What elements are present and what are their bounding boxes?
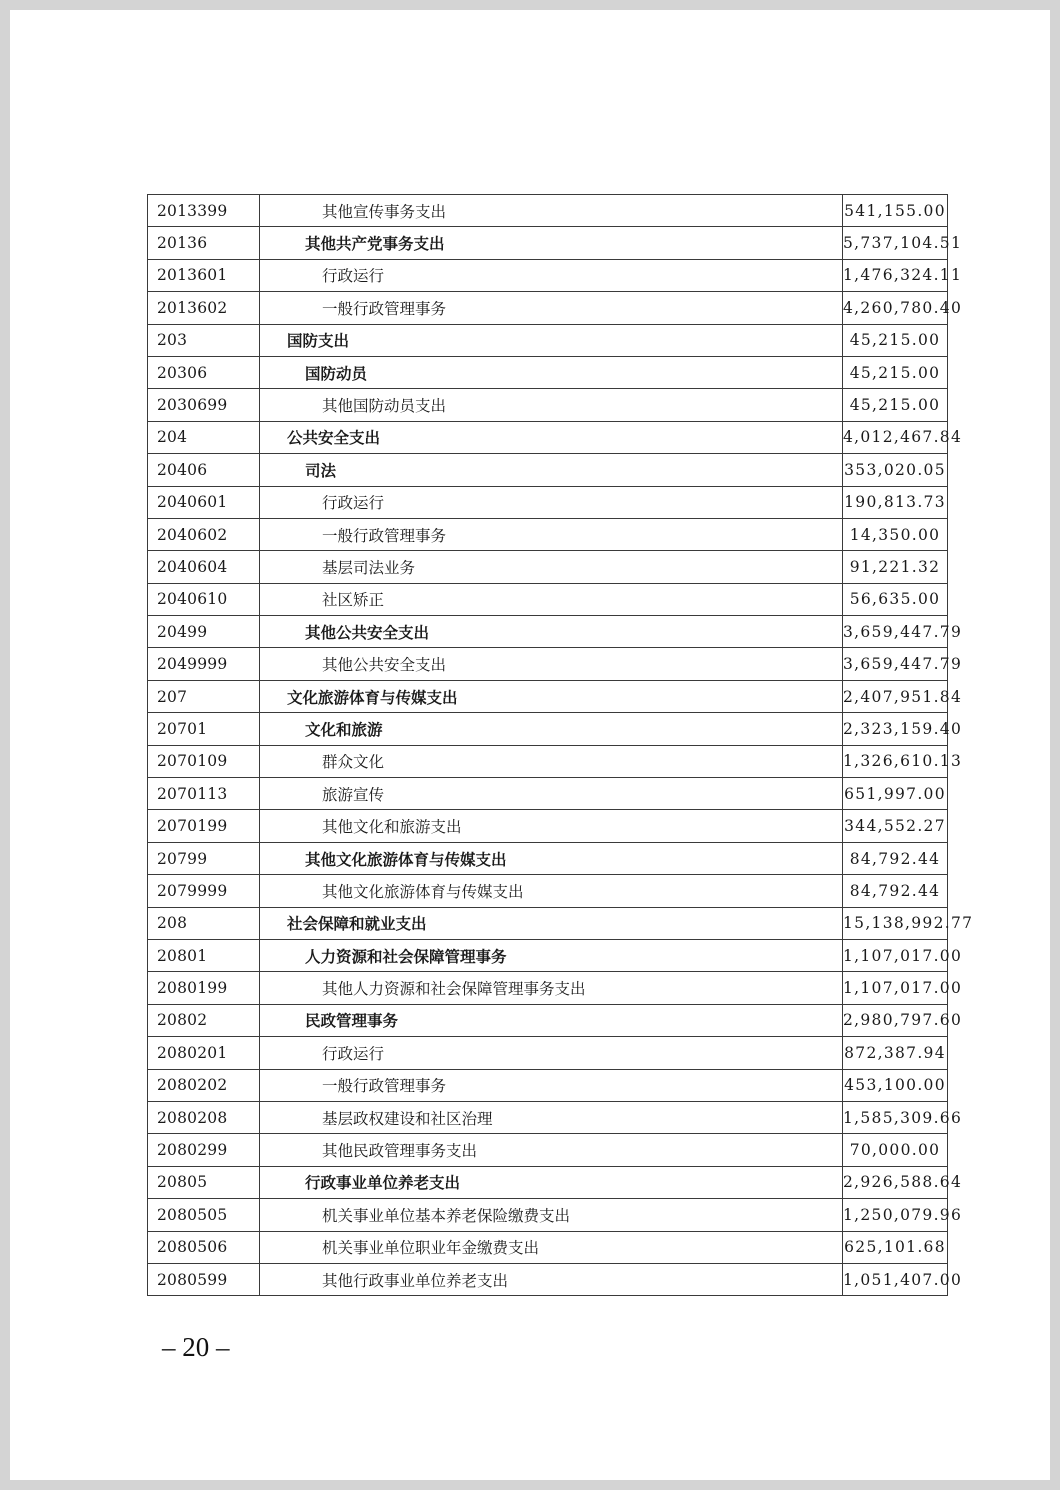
table-row bbox=[148, 648, 948, 680]
page-number: – 20 – bbox=[162, 1332, 230, 1362]
row-name: 一般行政管理事务 bbox=[260, 518, 843, 550]
row-code: 20802 bbox=[148, 1004, 260, 1036]
row-name: 其他公共安全支出 bbox=[260, 616, 843, 648]
row-name: 其他宣传事务支出 bbox=[260, 195, 843, 227]
row-name: 基层司法业务 bbox=[260, 551, 843, 583]
table-row bbox=[148, 939, 948, 971]
row-amount: 2,323,159.40 bbox=[843, 713, 948, 745]
row-amount: 651,997.00 bbox=[843, 778, 948, 810]
row-code: 204 bbox=[148, 421, 260, 453]
row-code: 2080299 bbox=[148, 1134, 260, 1166]
row-code: 2070113 bbox=[148, 778, 260, 810]
row-name: 其他行政事业单位养老支出 bbox=[260, 1263, 843, 1295]
table-row bbox=[148, 778, 948, 810]
row-name: 行政运行 bbox=[260, 486, 843, 518]
row-code: 2080506 bbox=[148, 1231, 260, 1263]
row-code: 2040604 bbox=[148, 551, 260, 583]
table-row bbox=[148, 875, 948, 907]
row-code: 2080199 bbox=[148, 972, 260, 1004]
table-row bbox=[148, 486, 948, 518]
row-amount: 353,020.05 bbox=[843, 454, 948, 486]
row-code: 2080505 bbox=[148, 1199, 260, 1231]
row-name: 群众文化 bbox=[260, 745, 843, 777]
row-name: 司法 bbox=[260, 454, 843, 486]
row-amount: 625,101.68 bbox=[843, 1231, 948, 1263]
row-code: 20136 bbox=[148, 227, 260, 259]
table-row bbox=[148, 292, 948, 324]
row-code: 208 bbox=[148, 907, 260, 939]
row-amount: 2,926,588.64 bbox=[843, 1166, 948, 1198]
row-amount: 1,250,079.96 bbox=[843, 1199, 948, 1231]
row-name: 国防动员 bbox=[260, 356, 843, 388]
row-amount: 2,980,797.60 bbox=[843, 1004, 948, 1036]
row-code: 2013399 bbox=[148, 195, 260, 227]
expenditure-table-body bbox=[148, 195, 974, 1296]
row-name: 一般行政管理事务 bbox=[260, 1069, 843, 1101]
row-amount: 3,659,447.79 bbox=[843, 648, 948, 680]
table-row bbox=[148, 907, 948, 939]
table-row bbox=[148, 195, 948, 227]
table-row bbox=[148, 1069, 948, 1101]
row-code: 2080202 bbox=[148, 1069, 260, 1101]
row-amount: 15,138,992.77 bbox=[843, 907, 948, 939]
table-row bbox=[148, 227, 948, 259]
row-name: 基层政权建设和社区治理 bbox=[260, 1101, 843, 1133]
row-code: 2013602 bbox=[148, 292, 260, 324]
row-name: 行政事业单位养老支出 bbox=[260, 1166, 843, 1198]
row-code: 20499 bbox=[148, 616, 260, 648]
row-code: 2080201 bbox=[148, 1037, 260, 1069]
row-code: 203 bbox=[148, 324, 260, 356]
row-name: 文化旅游体育与传媒支出 bbox=[260, 680, 843, 712]
table-row bbox=[148, 583, 948, 615]
row-amount: 14,350.00 bbox=[843, 518, 948, 550]
row-amount: 541,155.00 bbox=[843, 195, 948, 227]
row-amount: 1,326,610.13 bbox=[843, 745, 948, 777]
row-name: 机关事业单位基本养老保险缴费支出 bbox=[260, 1199, 843, 1231]
table-row bbox=[148, 616, 948, 648]
row-amount: 1,107,017.00 bbox=[843, 939, 948, 971]
row-code: 2040610 bbox=[148, 583, 260, 615]
row-amount: 1,585,309.66 bbox=[843, 1101, 948, 1133]
row-amount: 56,635.00 bbox=[843, 583, 948, 615]
row-amount: 3,659,447.79 bbox=[843, 616, 948, 648]
row-name: 其他文化旅游体育与传媒支出 bbox=[260, 842, 843, 874]
row-name: 人力资源和社会保障管理事务 bbox=[260, 939, 843, 971]
table-row bbox=[148, 1134, 948, 1166]
table-row bbox=[148, 421, 948, 453]
table-row bbox=[148, 1166, 948, 1198]
row-code: 2040601 bbox=[148, 486, 260, 518]
table-row bbox=[148, 389, 948, 421]
row-name: 民政管理事务 bbox=[260, 1004, 843, 1036]
row-name: 其他共产党事务支出 bbox=[260, 227, 843, 259]
table-row bbox=[148, 1263, 948, 1295]
row-amount: 1,476,324.11 bbox=[843, 259, 948, 291]
row-amount: 84,792.44 bbox=[843, 842, 948, 874]
row-name: 公共安全支出 bbox=[260, 421, 843, 453]
row-code: 207 bbox=[148, 680, 260, 712]
row-amount: 1,107,017.00 bbox=[843, 972, 948, 1004]
row-amount: 5,737,104.51 bbox=[843, 227, 948, 259]
row-amount: 2,407,951.84 bbox=[843, 680, 948, 712]
table-row bbox=[148, 713, 948, 745]
row-name: 社会保障和就业支出 bbox=[260, 907, 843, 939]
row-code: 20801 bbox=[148, 939, 260, 971]
row-name: 旅游宣传 bbox=[260, 778, 843, 810]
row-code: 20701 bbox=[148, 713, 260, 745]
row-amount: 45,215.00 bbox=[843, 389, 948, 421]
row-code: 20805 bbox=[148, 1166, 260, 1198]
row-name: 社区矫正 bbox=[260, 583, 843, 615]
table-row bbox=[148, 1037, 948, 1069]
row-amount: 45,215.00 bbox=[843, 324, 948, 356]
table-row bbox=[148, 518, 948, 550]
table-row bbox=[148, 745, 948, 777]
row-amount: 4,260,780.40 bbox=[843, 292, 948, 324]
row-amount: 70,000.00 bbox=[843, 1134, 948, 1166]
row-amount: 1,051,407.00 bbox=[843, 1263, 948, 1295]
row-name: 文化和旅游 bbox=[260, 713, 843, 745]
table-row bbox=[148, 1004, 948, 1036]
table-row bbox=[148, 259, 948, 291]
row-name: 机关事业单位职业年金缴费支出 bbox=[260, 1231, 843, 1263]
row-code: 20306 bbox=[148, 356, 260, 388]
table-row bbox=[148, 551, 948, 583]
row-code: 20406 bbox=[148, 454, 260, 486]
row-amount: 344,552.27 bbox=[843, 810, 948, 842]
row-amount: 84,792.44 bbox=[843, 875, 948, 907]
row-code: 2080208 bbox=[148, 1101, 260, 1133]
table-row bbox=[148, 1231, 948, 1263]
table-row bbox=[148, 810, 948, 842]
row-code: 20799 bbox=[148, 842, 260, 874]
row-name: 其他民政管理事务支出 bbox=[260, 1134, 843, 1166]
table-row bbox=[148, 842, 948, 874]
row-code: 2049999 bbox=[148, 648, 260, 680]
table-row bbox=[148, 972, 948, 1004]
row-amount: 4,012,467.84 bbox=[843, 421, 948, 453]
table-row bbox=[148, 356, 948, 388]
table-row bbox=[148, 454, 948, 486]
row-code: 2070109 bbox=[148, 745, 260, 777]
row-code: 2013601 bbox=[148, 259, 260, 291]
row-name: 其他人力资源和社会保障管理事务支出 bbox=[260, 972, 843, 1004]
row-name: 其他国防动员支出 bbox=[260, 389, 843, 421]
row-name: 其他文化旅游体育与传媒支出 bbox=[260, 875, 843, 907]
row-name: 行政运行 bbox=[260, 259, 843, 291]
row-name: 其他公共安全支出 bbox=[260, 648, 843, 680]
row-amount: 872,387.94 bbox=[843, 1037, 948, 1069]
document-page bbox=[10, 10, 1050, 1480]
row-code: 2040602 bbox=[148, 518, 260, 550]
table-row bbox=[148, 324, 948, 356]
row-name: 一般行政管理事务 bbox=[260, 292, 843, 324]
table-row bbox=[148, 1101, 948, 1133]
row-name: 其他文化和旅游支出 bbox=[260, 810, 843, 842]
expenditure-table bbox=[147, 194, 974, 1296]
row-amount: 45,215.00 bbox=[843, 356, 948, 388]
row-amount: 190,813.73 bbox=[843, 486, 948, 518]
row-amount: 453,100.00 bbox=[843, 1069, 948, 1101]
row-code: 2079999 bbox=[148, 875, 260, 907]
row-code: 2030699 bbox=[148, 389, 260, 421]
row-name: 行政运行 bbox=[260, 1037, 843, 1069]
table-row bbox=[148, 1199, 948, 1231]
row-code: 2070199 bbox=[148, 810, 260, 842]
table-row bbox=[148, 680, 948, 712]
row-name: 国防支出 bbox=[260, 324, 843, 356]
row-amount: 91,221.32 bbox=[843, 551, 948, 583]
row-code: 2080599 bbox=[148, 1263, 260, 1295]
